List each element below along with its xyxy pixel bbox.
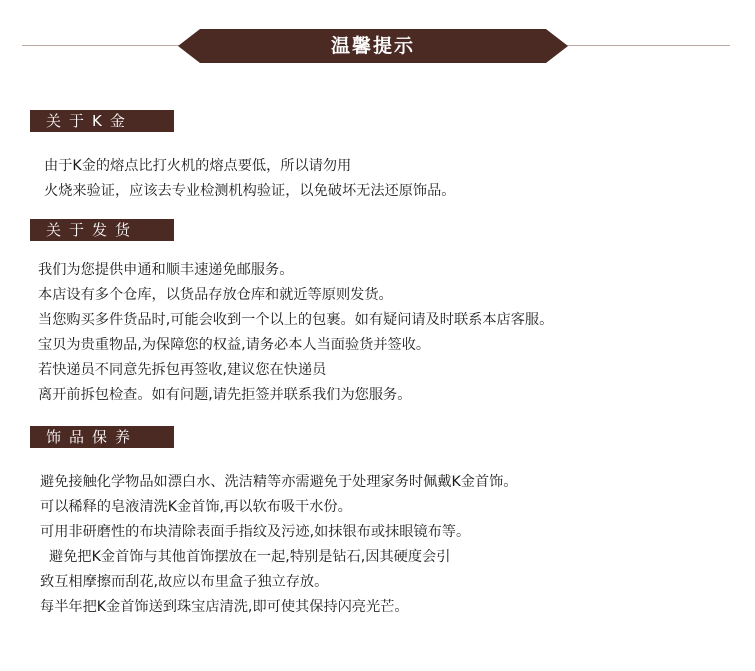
section-label-k-gold: 关于K金 xyxy=(30,110,174,132)
text-line: 致互相摩擦而刮花,故应以布里盒子独立存放。 xyxy=(40,574,329,590)
section-label-shipping: 关于发货 xyxy=(30,219,174,241)
divider-left xyxy=(22,45,197,46)
text-line: 避免接触化学物品如漂白水、洗洁精等亦需避免于处理家务时佩戴K金首饰。 xyxy=(40,474,518,490)
page-title: 温馨提示 xyxy=(330,35,415,57)
text-line: 由于K金的熔点比打火机的熔点要低，所以请勿用 xyxy=(44,158,352,174)
section-body-shipping xyxy=(38,258,553,408)
text-line: 本店设有多个仓库，以货品存放仓库和就近等原则发货。 xyxy=(38,287,393,303)
text-line: 可用非研磨性的布块清除表面手指纹及污迹,如抹银布或抹眼镜布等。 xyxy=(40,524,471,540)
title-banner xyxy=(178,29,568,63)
header xyxy=(0,0,755,92)
text-line: 避免把K金首饰与其他首饰摆放在一起,特别是钻石,因其硬度会引 xyxy=(49,549,451,565)
text-line: 若快递员不同意先拆包再签收,建议您在快递员 xyxy=(38,362,327,378)
text-line: 每半年把K金首饰送到珠宝店清洗,即可使其保持闪亮光芒。 xyxy=(40,599,409,615)
text-line: 我们为您提供申通和顺丰速递免邮服务。 xyxy=(38,262,294,278)
text-line: 当您购买多件货品时,可能会收到一个以上的包裹。如有疑问请及时联系本店客服。 xyxy=(38,312,554,328)
section-body-jewelry-care xyxy=(40,470,518,620)
text-line: 可以稀释的皂液清洗K金首饰,再以软布吸干水份。 xyxy=(40,499,352,515)
text-line: 宝贝为贵重物品,为保障您的权益,请务必本人当面验货并签收。 xyxy=(38,337,431,353)
section-body-k-gold xyxy=(44,154,455,204)
text-line: 离开前拆包检查。如有问题,请先拒签并联系我们为您服务。 xyxy=(38,387,412,403)
divider-right xyxy=(560,45,730,46)
text-line: 火烧来验证，应该去专业检测机构验证，以免破坏无法还原饰品。 xyxy=(44,183,456,199)
section-label-jewelry-care: 饰品保养 xyxy=(30,426,174,448)
